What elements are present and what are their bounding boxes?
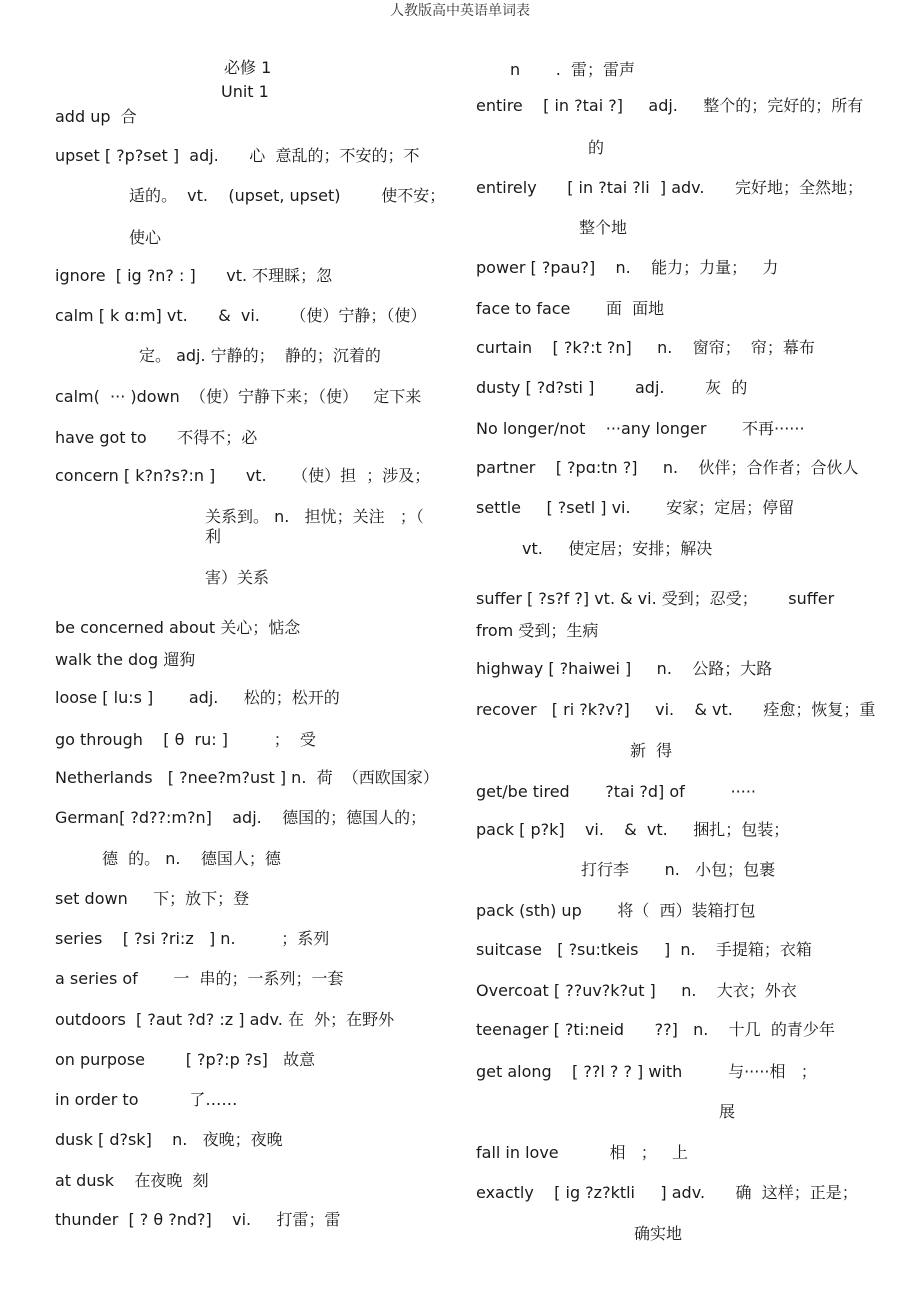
- vocab-line: calm( ··· )down （使）宁静下来；（使） 定下来: [55, 387, 422, 406]
- book-title: 必修 1: [224, 58, 272, 77]
- vocab-line: be concerned about 关心；惦念: [55, 618, 301, 637]
- vocab-line: pack [ p?k] vi. & vt. 捆扎；包装；: [476, 820, 790, 839]
- vocab-line: upset [ ?p?set ] adj. 心 意乱的；不安的；不: [55, 146, 420, 165]
- vocab-line: 适的。 vt. (upset, upset) 使不安；: [129, 186, 446, 205]
- vocab-line: teenager [ ?ti:neid ??] n. 十几 的青少年: [476, 1020, 835, 1039]
- vocab-line: go through [ θ ru: ] ； 受: [55, 730, 316, 749]
- vocab-line: Netherlands [ ?nee?m?ust ] n. 荷 （西欧国家）: [55, 768, 439, 787]
- vocab-line: partner [ ?pɑ:tn ?] n. 伙伴；合作者；合伙人: [476, 458, 859, 477]
- vocab-line: Overcoat [ ??uv?k?ut ] n. 大衣；外衣: [476, 981, 797, 1000]
- unit-title: Unit 1: [221, 82, 269, 101]
- vocab-line: curtain [ ?k?:t ?n] n. 窗帘； 帘；幕布: [476, 338, 815, 357]
- vocab-line: outdoors [ ?aut ?d? :z ] adv. 在 外；在野外: [55, 1010, 395, 1029]
- vocab-line: have got to 不得不；必: [55, 428, 258, 447]
- vocab-line: settle [ ?setl ] vi. 安家；定居；停留: [476, 498, 795, 517]
- vocab-line: 展: [719, 1102, 736, 1121]
- vocab-line: thunder [ ? θ ?nd?] vi. 打雷；雷: [55, 1210, 341, 1229]
- vocab-line: n . 雷；雷声: [510, 60, 636, 79]
- vocab-line: face to face 面 面地: [476, 299, 665, 318]
- vocab-line: 确实地: [634, 1224, 683, 1243]
- vocab-line: exactly [ ig ?z?ktli ] adv. 确 这样；正是；: [476, 1183, 858, 1202]
- vocab-line: fall in love 相 ； 上: [476, 1143, 689, 1162]
- vocab-line: calm [ k ɑ:m] vt. & vi. （使）宁静；（使）: [55, 306, 427, 325]
- vocab-line: 整个地: [579, 218, 628, 237]
- vocab-line: 打行李 n. 小包；包裹: [581, 860, 776, 879]
- vocab-line: set down 下；放下；登: [55, 889, 250, 908]
- vocab-line: 使心: [129, 228, 162, 247]
- vocab-line: loose [ lu:s ] adj. 松的；松开的: [55, 688, 340, 707]
- vocab-line: 定。 adj. 宁静的； 静的；沉着的: [139, 346, 381, 365]
- vocab-line: recover [ ri ?k?v?] vi. & vt. 痊愈；恢复；重: [476, 700, 876, 719]
- vocab-line: vt. 使定居；安排；解决: [522, 539, 713, 558]
- vocab-line: entirely [ in ?tai ?li ] adv. 完好地；全然地；: [476, 178, 863, 197]
- vocab-line: highway [ ?haiwei ] n. 公路；大路: [476, 659, 773, 678]
- vocab-line: get/be tired ?tai ?d] of ·····: [476, 782, 756, 801]
- vocab-line: 关系到。 n. 担忧；关注 ；（: [205, 507, 424, 526]
- vocab-line: 德 的。 n. 德国人；德: [102, 849, 281, 868]
- vocab-line: at dusk 在夜晚 刻: [55, 1171, 209, 1190]
- vocab-line: power [ ?pau?] n. 能力；力量； 力: [476, 258, 779, 277]
- vocab-line: 新 得: [630, 741, 673, 760]
- vocab-line: ignore [ ig ?n? : ] vt. 不理睬；忽: [55, 266, 333, 285]
- vocab-line: 的: [588, 138, 605, 157]
- vocab-line: entire [ in ?tai ?] adj. 整个的；完好的；所有: [476, 96, 864, 115]
- vocab-line: a series of 一 串的；一系列；一套: [55, 969, 344, 988]
- vocab-line: suffer [ ?s?f ?] vt. & vi. 受到；忍受； suffer: [476, 589, 835, 608]
- vocab-line: get along [ ??l ? ? ] with 与·····相 ；: [476, 1062, 817, 1081]
- vocab-line: suitcase [ ?su:tkeis ] n. 手提箱；衣箱: [476, 940, 812, 959]
- vocab-line: in order to 了……: [55, 1090, 238, 1109]
- vocab-line: 利: [205, 527, 222, 546]
- vocab-line: No longer/not ···any longer 不再······: [476, 419, 805, 438]
- vocab-line: walk the dog 遛狗: [55, 650, 196, 669]
- running-header: 人教版高中英语单词表: [390, 3, 530, 19]
- vocab-line: dusk [ d?sk] n. 夜晚；夜晚: [55, 1130, 283, 1149]
- vocab-line: concern [ k?n?s?:n ] vt. （使）担 ；涉及；: [55, 466, 431, 485]
- vocab-line: from 受到；生病: [476, 621, 599, 640]
- vocab-line: dusty [ ?d?sti ] adj. 灰 的: [476, 378, 748, 397]
- vocab-line: on purpose [ ?p?:p ?s] 故意: [55, 1050, 316, 1069]
- vocab-line: pack (sth) up 将（ 西）装箱打包: [476, 901, 756, 920]
- vocab-line: add up 合: [55, 107, 137, 126]
- vocab-line: series [ ?si ?ri:z ] n. ；系列: [55, 929, 330, 948]
- vocab-line: German[ ?d??:m?n] adj. 德国的；德国人的；: [55, 808, 427, 827]
- vocab-line: 害）关系: [205, 568, 270, 587]
